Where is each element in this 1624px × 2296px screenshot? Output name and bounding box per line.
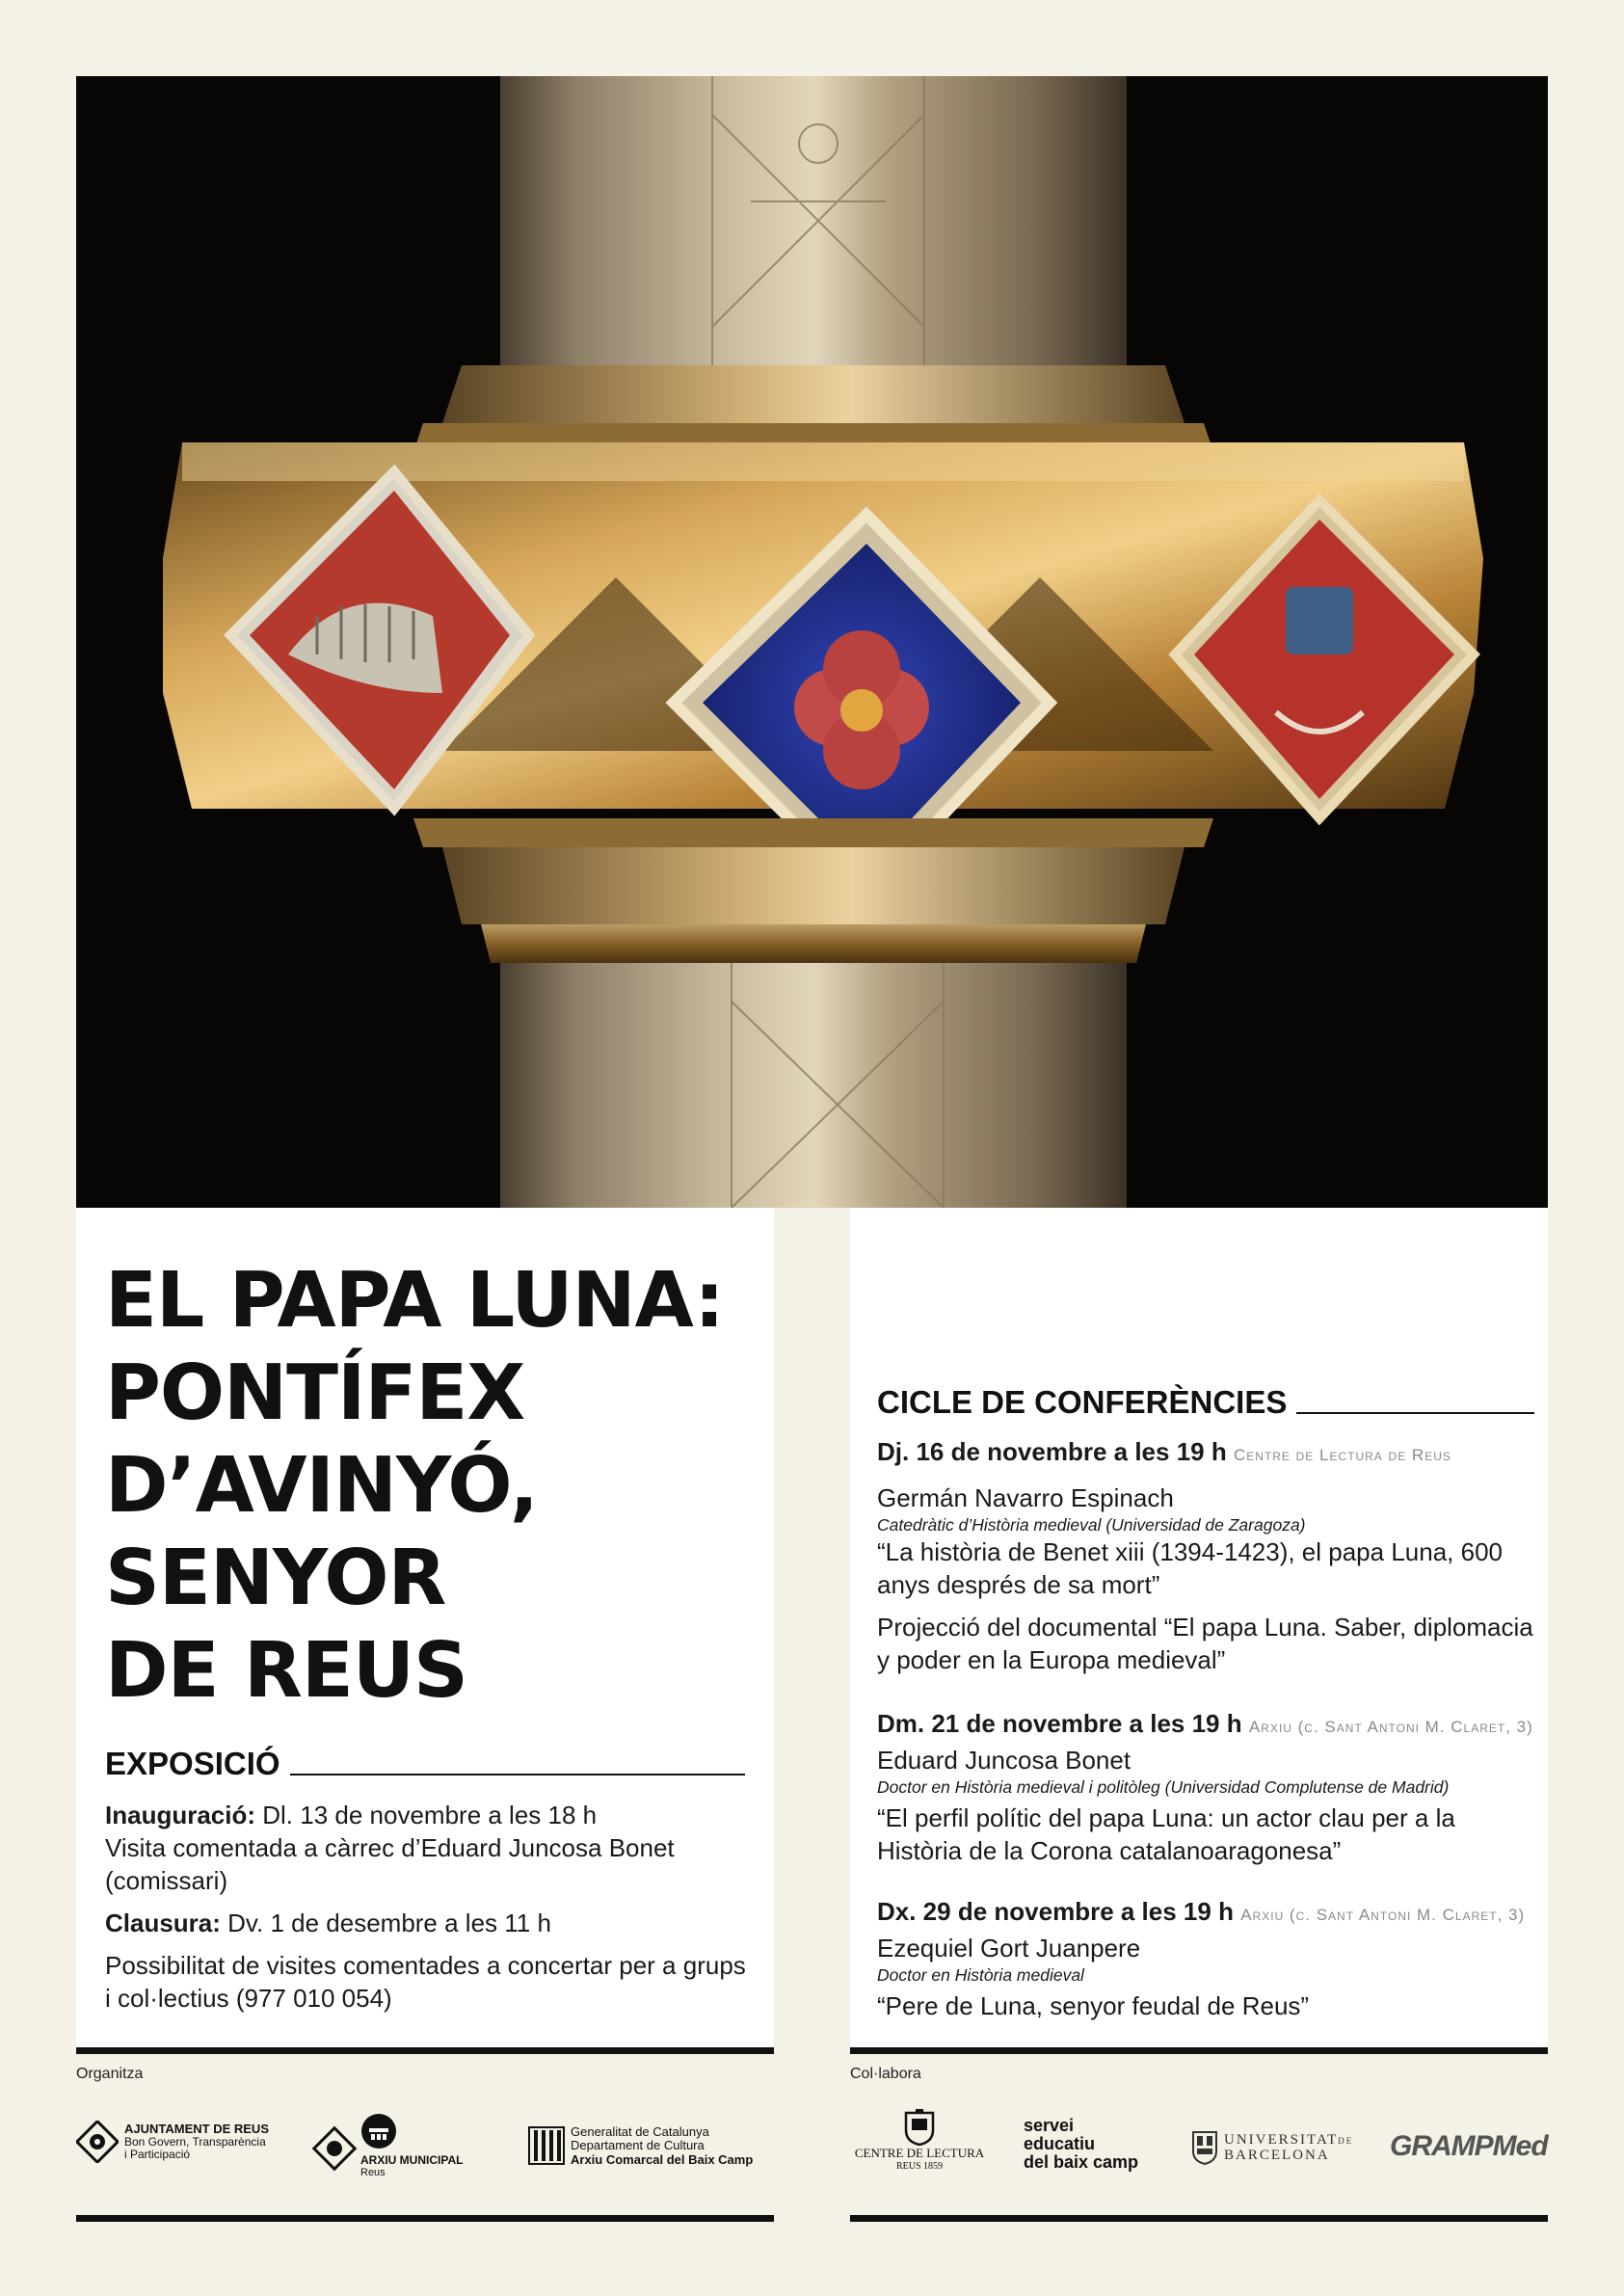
ajuntament-sub: i Participació [124, 2148, 191, 2162]
reliquary-illustration [76, 76, 1548, 1208]
talk-venue: Centre de Lectura de Reus [1233, 1446, 1451, 1464]
guided-visit: Visita comentada a càrrec d’Eduard Juncosa Bonet [105, 1833, 675, 1862]
talk-1 [877, 1435, 1542, 1676]
centre-sub: REUS 1859 [895, 2161, 944, 2172]
talk-title: “El perfil polític del papa Luna: un actor clau per a la [877, 1803, 1455, 1832]
ub-de: DE [1338, 2135, 1354, 2146]
logo-universitat-barcelona [1191, 2130, 1353, 2165]
logo-arxiu-municipal [308, 2113, 463, 2178]
ajuntament-name: AJUNTAMENT DE REUS [124, 2121, 269, 2136]
rose-emblem-icon [76, 2121, 119, 2163]
talk-date: Dx. 29 de novembre a les 19 h [877, 1897, 1234, 1926]
talk-2 [877, 1707, 1542, 1867]
ub-shield-icon [1191, 2130, 1218, 2165]
servei-line: del baix camp [1024, 2152, 1139, 2172]
talk-venue: Arxiu (c. Sant Antoni M. Claret, 3) [1248, 1718, 1533, 1736]
arxiu-name: ARXIU MUNICIPAL [360, 2152, 464, 2167]
footer-top-rule-right [850, 2047, 1548, 2054]
logo-generalitat [528, 2125, 753, 2167]
talk-documentary-cont: y poder en la Europa medieval” [877, 1645, 1226, 1674]
talk-speaker: Eduard Juncosa Bonet [877, 1746, 1131, 1775]
guided-visit-role: (comissari) [105, 1866, 228, 1895]
talk-date-line [877, 1707, 1542, 1744]
ub-name-2: BARCELONA [1224, 2148, 1330, 2163]
upper-shaft [500, 76, 1127, 365]
conferences-heading-label: CICLE DE CONFERÈNCIES [877, 1384, 1288, 1420]
logo-grampmed [1390, 2130, 1548, 2163]
lower-collar-rim [481, 924, 1146, 963]
talk-date-line [877, 1435, 1542, 1472]
opening-label: Inauguració: [105, 1801, 256, 1829]
exhibition-panel [76, 1208, 774, 2047]
title-line: PONTÍFEX [105, 1348, 525, 1437]
talk-date: Dj. 16 de novembre a les 19 h [877, 1437, 1227, 1466]
talk-title: “La història de Benet xiii (1394-1423), el papa Luna, 600 [877, 1537, 1503, 1566]
servei-line: educatiu [1024, 2134, 1096, 2153]
closing-date: Dv. 1 de desembre a les 11 h [227, 1909, 551, 1937]
gencat-name: Generalitat de Catalunya [571, 2124, 709, 2139]
gencat-dept: Departament de Cultura [571, 2138, 705, 2153]
lower-collar [442, 847, 1185, 924]
title-line: EL PAPA LUNA: [105, 1256, 724, 1345]
collaborator-label: Col·labora [850, 2066, 921, 2082]
opening-line [105, 1799, 760, 1831]
group-visits: Possibilitat de visites comentades a concertar per a grups [105, 1951, 746, 1980]
archive-seal-icon [360, 2113, 397, 2149]
grampmed-wordmark: GRAMPMed [1390, 2130, 1548, 2162]
crest-icon [903, 2109, 936, 2146]
talk-title-cont: Història de la Corona catalanoaragonesa” [877, 1836, 1342, 1865]
talk-affiliation: Catedràtic d’Història medieval (Universidad de Zaragoza) [877, 1515, 1306, 1535]
conferences-panel [850, 1208, 1548, 2047]
gencat-arxiu: Arxiu Comarcal del Baix Camp [571, 2151, 754, 2167]
talk-speaker: Germán Navarro Espinach [877, 1483, 1174, 1512]
ajuntament-sub: Bon Govern, Transparència [124, 2134, 266, 2149]
lower-shaft [500, 963, 1127, 1208]
organizer-label: Organitza [76, 2066, 144, 2082]
exhibition-heading [105, 1746, 745, 1782]
exhibition-title [105, 1254, 770, 1717]
talk-title: “Pere de Luna, senyor feudal de Reus” [877, 1991, 1310, 2020]
logo-centre-lectura [848, 2109, 991, 2172]
conferences-heading [877, 1384, 1534, 1421]
talk-title-cont: anys després de sa mort” [877, 1570, 1160, 1599]
title-line: D’AVINYÓ, [105, 1441, 538, 1530]
logo-servei-educatiu [1024, 2117, 1138, 2172]
talk-3 [877, 1895, 1542, 2022]
title-line: SENYOR [105, 1534, 446, 1622]
closing-label: Clausura: [105, 1909, 221, 1937]
arxiu-sub: Reus [360, 2166, 386, 2178]
hero-photo-reliquary [76, 76, 1548, 1208]
upper-collar [442, 365, 1185, 423]
talk-date: Dm. 21 de novembre a les 19 h [877, 1709, 1242, 1738]
senyera-icon [528, 2126, 565, 2165]
footer-bottom-rule-right [850, 2215, 1548, 2222]
rose-emblem-icon [308, 2117, 366, 2175]
talk-documentary: Projecció del documental “El papa Luna. Saber, diplomacia [877, 1613, 1533, 1642]
lower-collar-beading [413, 818, 1213, 847]
footer-bottom-rule-left [76, 2215, 774, 2222]
centre-name: CENTRE DE LECTURA [854, 2146, 985, 2160]
group-visits-contact: i col·lectius (977 010 054) [105, 1984, 392, 2013]
heading-rule [290, 1774, 745, 1775]
logo-ajuntament-reus [76, 2121, 269, 2163]
exhibition-heading-label: EXPOSICIÓ [105, 1746, 280, 1781]
talk-affiliation: Doctor en Història medieval [877, 1965, 1084, 1985]
talk-date-line [877, 1895, 1542, 1932]
closing-line [105, 1907, 760, 1939]
servei-line: servei [1024, 2116, 1075, 2135]
opening-date: Dl. 13 de novembre a les 18 h [262, 1801, 598, 1829]
title-line: DE REUS [105, 1626, 467, 1715]
exhibition-details [105, 1799, 760, 2015]
footer-top-rule-left [76, 2047, 774, 2054]
talk-speaker: Ezequiel Gort Juanpere [877, 1934, 1141, 1962]
talk-venue: Arxiu (c. Sant Antoni M. Claret, 3) [1240, 1906, 1526, 1924]
ub-name-1: UNIVERSITAT [1224, 2131, 1339, 2148]
heading-rule [1296, 1412, 1534, 1414]
knot-highlight [182, 442, 1464, 481]
talk-affiliation: Doctor en Història medieval i politòleg (Universidad Complutense de Madrid) [877, 1777, 1450, 1797]
